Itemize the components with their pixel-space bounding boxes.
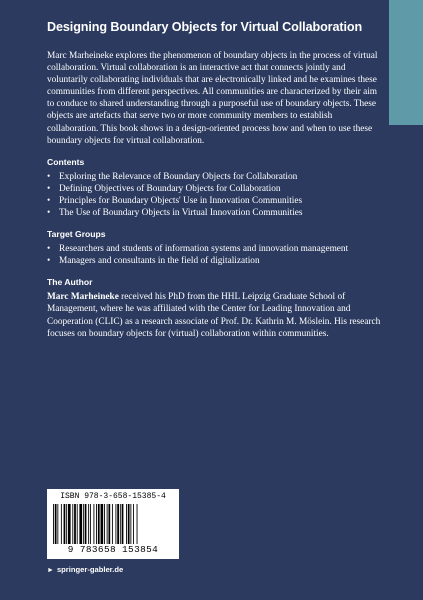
contents-list [47, 171, 382, 219]
barcode-bar [93, 504, 94, 544]
barcode-bar [61, 504, 62, 544]
barcode-bar [104, 504, 105, 544]
bullet-icon: • [47, 208, 51, 219]
list-item [47, 207, 382, 219]
contents-heading: Contents [47, 156, 85, 167]
barcode-bar [55, 504, 57, 544]
author-bio [47, 291, 382, 339]
barcode-bar [57, 504, 58, 544]
publisher-url[interactable] [47, 565, 123, 574]
barcode-bar [68, 504, 71, 544]
bullet-icon: • [47, 195, 51, 206]
barcode-bar [90, 504, 91, 544]
list-item-text: The Use of Boundary Objects in Virtual Innovation Communities [59, 208, 303, 219]
barcode-bar [137, 504, 138, 544]
target-groups-list [47, 243, 382, 267]
book-description: Marc Marheineke explores the phenomenon of boundary objects in the process of virtual collaboration. Virtual collaboration is an interactive act that connects jointly and voluntarily collaborating individuals that are electronically linked and he examines these communities from different perspectives. All communities are characterized by their aim to conduce to shared understanding through a purposeful use of boundary objects. These objects are artefacts that serve two or more community members to establish collaboration. This book shows in a design-oriented process how and when to use these boundary objects for virtual collaboration. [47, 51, 378, 146]
target-groups-heading: Target Groups [47, 229, 106, 240]
isbn-label: ISBN 978-3-658-15385-4 [60, 492, 166, 501]
barcode-bar [72, 504, 73, 544]
barcode-bar [107, 504, 108, 544]
barcode-bar [96, 504, 97, 544]
list-item [47, 171, 382, 183]
barcode-bar [98, 504, 100, 544]
barcode-icon [51, 504, 175, 544]
barcode-bar [53, 504, 54, 544]
author-name: Marc Marheineke [47, 292, 119, 303]
barcode-bar [66, 504, 67, 544]
barcode-bar [83, 504, 84, 544]
barcode-bar [117, 504, 119, 544]
barcode-bar [101, 504, 104, 544]
book-title: Designing Boundary Objects for Virtual Collaboration [47, 20, 363, 34]
accent-strip [389, 0, 423, 125]
barcode-bar [128, 504, 130, 544]
barcode-bar [77, 504, 78, 544]
list-item-text: Principles for Boundary Objects' Use in Innovation Communities [59, 195, 303, 206]
barcode-bar [108, 504, 110, 544]
barcode-bar [112, 504, 113, 544]
barcode-bar [133, 504, 134, 544]
list-item-text: Exploring the Relevance of Boundary Objects for Collaboration [59, 171, 298, 182]
list-item [47, 183, 382, 195]
list-item-text: Managers and consultants in the field of digitalization [59, 256, 260, 267]
barcode-bar [122, 504, 124, 544]
barcode-bar [79, 504, 82, 544]
barcode-bar [130, 504, 131, 544]
barcode-bar [126, 504, 127, 544]
barcode-bar [74, 504, 76, 544]
bullet-icon: • [47, 244, 51, 255]
arrow-right-icon: ► [47, 567, 54, 574]
list-item [47, 195, 382, 207]
isbn-digits: 9 783658 153854 [67, 544, 159, 555]
author-heading: The Author [47, 277, 93, 288]
barcode-bar [120, 504, 121, 544]
barcode-bar [115, 504, 116, 544]
barcode-bar [85, 504, 87, 544]
bullet-icon: • [47, 256, 51, 267]
barcode-box [47, 489, 179, 559]
list-item [47, 255, 382, 267]
publisher-url-text: springer-gabler.de [56, 565, 124, 574]
bullet-icon: • [47, 171, 51, 182]
list-item-text: Researchers and students of information systems and innovation management [59, 244, 349, 255]
back-cover-content [47, 20, 382, 340]
barcode-bar [64, 504, 66, 544]
list-item [47, 243, 382, 255]
author-bio-text: received his PhD from the HHL Leipzig Graduate School of Management, where he was affiliated with the Center for Leading Innovation and Cooperation (CLIC) as a research associate of Prof. Dr. Kathrin M. Möslein. His research focuses on boundary objects for (virtual) collaboration within communities. [47, 292, 381, 339]
list-item-text: Defining Objectives of Boundary Objects for Collaboration [59, 183, 281, 194]
barcode-bar [88, 504, 89, 544]
bullet-icon: • [47, 183, 51, 194]
